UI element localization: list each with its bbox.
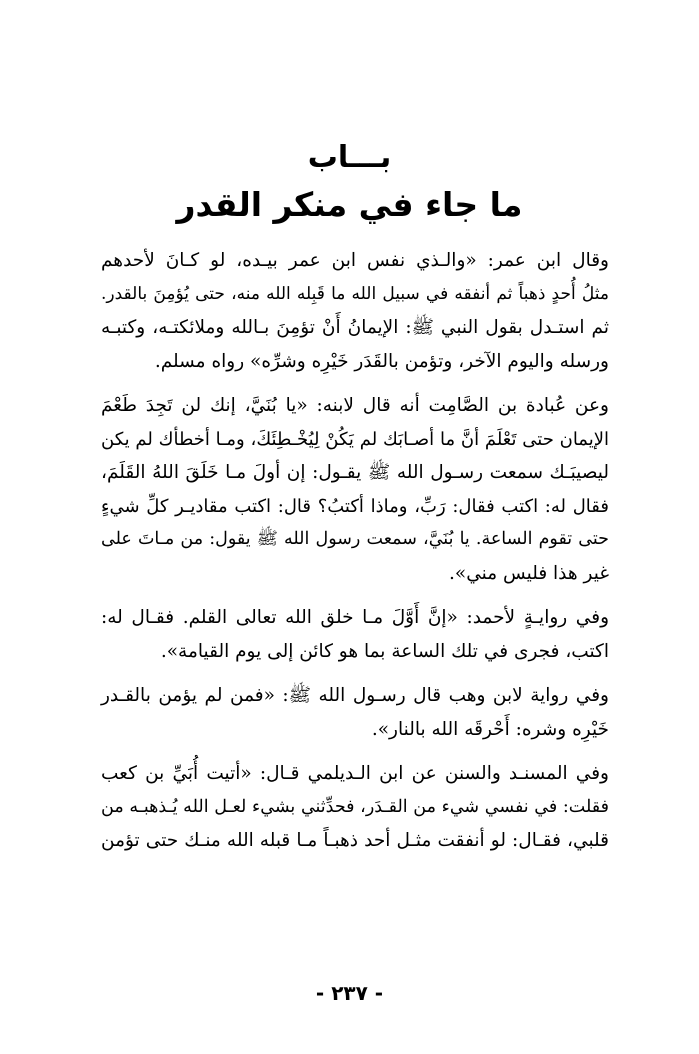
text-line: ليصيبَـك سمعت رسـول الله ﷺ يقـول: إن أولَ مـا خَلَقَ اللهُ القَلَمَ، (101, 462, 609, 483)
body-text (101, 244, 609, 869)
text-line: الإيمان حتى تَعْلَمَ أنَّ ما أصـابَك لم يَكُنْ لِيُخْـطِئَكَ، ومـا أخطأك لم يكن (101, 428, 609, 450)
chapter-subtitle: ما جاء في منكر القدر (176, 185, 523, 224)
text-line: غير هذا فليس مني». (449, 562, 609, 584)
text-line: وقال ابن عمر: «والـذي نفس ابن عمر بيـده، لو كـانَ لأحدهم (101, 250, 609, 271)
paragraph-ahmad (101, 601, 609, 668)
text-line: اكتب، فجرى في تلك الساعة بما هو كائن إلى يوم القيامة». (160, 640, 609, 662)
paragraph-ibn-daylami (101, 757, 609, 858)
text-line: وفي روايـةٍ لأحمد: «إنَّ أَوَّلَ مـا خلق الله تعالى القلم. فقـال له: (101, 607, 609, 628)
paragraph-ubada (101, 389, 609, 590)
text-line: ثم استـدل بقول النبي ﷺ: الإيمانُ أَنْ تؤمِنَ بـالله وملائكتـه، وكتبـه (101, 317, 609, 338)
paragraph-ibn-umar (101, 244, 609, 378)
text-line: مثلُ أُحدٍ ذهباً ثم أنفقه في سبيل الله ما قَبِله الله منه، حتى يُؤمِنَ بالقدر. (101, 283, 609, 304)
paragraph-ibn-wahb (101, 679, 609, 746)
text-line: حتى تقوم الساعة. يا بُنَيَّ، سمعت رسول الله ﷺ يقول: من مـاتَ على (101, 529, 609, 549)
text-line: وفي رواية لابن وهب قال رسـول الله ﷺ: «فمن لم يؤمن بالقـدر (101, 685, 609, 706)
page-number: - ٢٣٧ - (315, 981, 384, 1005)
text-line: خَيْرِه وشره: أَحْرقَه الله بالنار». (371, 718, 609, 740)
text-line: وفي المسنـد والسنن عن ابن الـديلمي قـال: «أتيت أُبَيِّ بن كعب (101, 763, 609, 784)
text-line: فقلت: في نفسي شيء من القـدَر، فحدِّثني بشيء لعـل الله يُـذهبـه من (101, 796, 609, 817)
text-line: وعن عُبادة بن الصَّامِت أنه قال لابنه: «يا بُنَيَّ، إنك لن تَجِدَ طَعْمَ (101, 395, 609, 416)
text-line: ورسله واليوم الآخر، وتؤمن بالقَدَر خَيْرِه وشرِّه» رواه مسلم. (154, 350, 609, 372)
chapter-title: بـــاب (307, 140, 392, 175)
text-line: قلبي، فقـال: لو أنفقت مثـل أحد ذهبـاً مـا قبله الله منـك حتى تؤمن (101, 830, 609, 851)
text-line: فقال له: اكتب فقال: رَبِّ، وماذا أكتبُ؟ قال: اكتب مقاديـر كلِّ شيءٍ (101, 495, 609, 517)
